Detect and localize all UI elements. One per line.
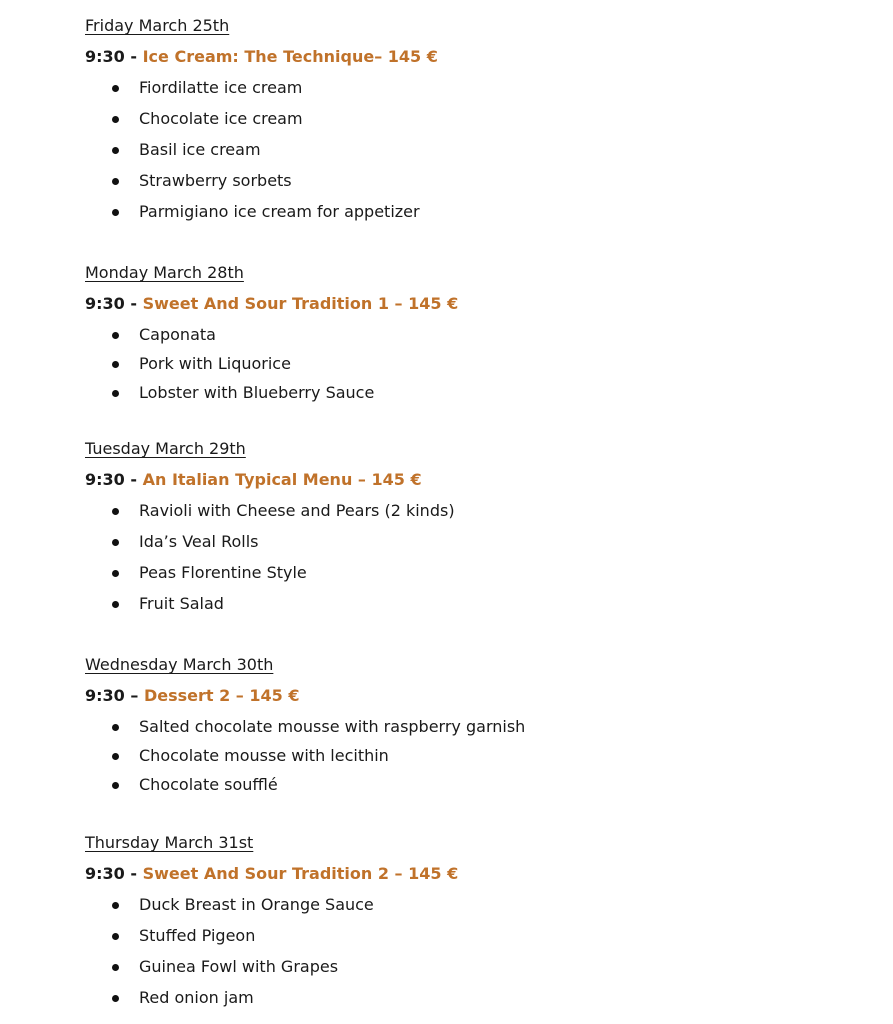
list-item xyxy=(85,383,865,403)
bullet-icon xyxy=(112,147,119,154)
list-item-text: Chocolate ice cream xyxy=(139,109,303,128)
day-date: Thursday March 31st xyxy=(85,833,254,852)
course-time: 9:30 xyxy=(85,470,125,489)
list-item-text: Ida’s Veal Rolls xyxy=(139,532,259,551)
course-title: Ice Cream: The Technique– 145 € xyxy=(142,47,438,66)
list-item-text: Peas Florentine Style xyxy=(139,563,307,582)
list-item-text: Fiordilatte ice cream xyxy=(139,78,303,97)
list-item xyxy=(85,140,865,160)
list-item xyxy=(85,354,865,374)
list-item xyxy=(85,594,865,614)
day-date: Monday March 28th xyxy=(85,263,244,282)
list-item-text: Strawberry sorbets xyxy=(139,171,292,190)
list-item-text: Duck Breast in Orange Sauce xyxy=(139,895,374,914)
list-item-text: Chocolate soufflé xyxy=(139,775,278,794)
list-item xyxy=(85,532,865,552)
list-item xyxy=(85,926,865,946)
list-item xyxy=(85,202,865,222)
list-item-text: Guinea Fowl with Grapes xyxy=(139,957,339,976)
list-item-text: Lobster with Blueberry Sauce xyxy=(139,383,375,402)
bullet-icon xyxy=(112,724,119,731)
list-item-text: Salted chocolate mousse with raspberry garnish xyxy=(139,717,526,736)
day-date: Tuesday March 29th xyxy=(85,439,246,458)
list-item-text: Pork with Liquorice xyxy=(139,354,291,373)
bullet-icon xyxy=(112,209,119,216)
bullet-icon xyxy=(112,902,119,909)
list-item-text: Stuffed Pigeon xyxy=(139,926,256,945)
list-item xyxy=(85,988,865,1008)
bullet-icon xyxy=(112,508,119,515)
course-separator: - xyxy=(130,294,143,313)
bullet-icon xyxy=(112,390,119,397)
menu-items-list xyxy=(85,325,865,403)
list-item-text: Ravioli with Cheese and Pears (2 kinds) xyxy=(139,501,455,520)
course-time: 9:30 xyxy=(85,864,125,883)
course-title: Sweet And Sour Tradition 2 – 145 € xyxy=(142,864,459,883)
day-section-monday xyxy=(85,263,865,403)
list-item xyxy=(85,563,865,583)
bullet-icon xyxy=(112,933,119,940)
bullet-icon xyxy=(112,782,119,789)
list-item-text: Fruit Salad xyxy=(139,594,224,613)
course-separator: - xyxy=(130,470,143,489)
course-time: 9:30 xyxy=(85,294,125,313)
course-line xyxy=(85,686,865,706)
bullet-icon xyxy=(112,570,119,577)
menu-items-list xyxy=(85,717,865,795)
menu-items-list xyxy=(85,501,865,614)
day-section-tuesday xyxy=(85,439,865,614)
menu-items-list xyxy=(85,78,865,222)
bullet-icon xyxy=(112,85,119,92)
day-date: Wednesday March 30th xyxy=(85,655,274,674)
bullet-icon xyxy=(112,964,119,971)
list-item-text: Red onion jam xyxy=(139,988,254,1007)
list-item xyxy=(85,325,865,345)
course-title: An Italian Typical Menu – 145 € xyxy=(142,470,422,489)
course-line xyxy=(85,470,865,490)
list-item xyxy=(85,957,865,977)
list-item xyxy=(85,895,865,915)
course-line xyxy=(85,864,865,884)
course-separator: – xyxy=(130,686,144,705)
course-separator: - xyxy=(130,864,143,883)
list-item xyxy=(85,78,865,98)
bullet-icon xyxy=(112,361,119,368)
day-date: Friday March 25th xyxy=(85,16,230,35)
course-line xyxy=(85,47,865,67)
day-section-wednesday xyxy=(85,655,865,795)
bullet-icon xyxy=(112,178,119,185)
list-item-text: Caponata xyxy=(139,325,216,344)
course-line xyxy=(85,294,865,314)
bullet-icon xyxy=(112,995,119,1002)
bullet-icon xyxy=(112,601,119,608)
list-item xyxy=(85,746,865,766)
bullet-icon xyxy=(112,539,119,546)
course-title: Sweet And Sour Tradition 1 – 145 € xyxy=(142,294,459,313)
day-section-friday xyxy=(85,16,865,222)
bullet-icon xyxy=(112,332,119,339)
list-item xyxy=(85,775,865,795)
menu-items-list xyxy=(85,895,865,1008)
list-item xyxy=(85,171,865,191)
day-section-thursday xyxy=(85,833,865,1008)
bullet-icon xyxy=(112,116,119,123)
list-item xyxy=(85,501,865,521)
course-time: 9:30 xyxy=(85,686,125,705)
list-item-text: Parmigiano ice cream for appetizer xyxy=(139,202,420,221)
list-item xyxy=(85,109,865,129)
course-title: Dessert 2 – 145 € xyxy=(143,686,300,705)
list-item-text: Chocolate mousse with lecithin xyxy=(139,746,389,765)
course-separator: - xyxy=(130,47,143,66)
course-time: 9:30 xyxy=(85,47,125,66)
list-item xyxy=(85,717,865,737)
bullet-icon xyxy=(112,753,119,760)
list-item-text: Basil ice cream xyxy=(139,140,261,159)
